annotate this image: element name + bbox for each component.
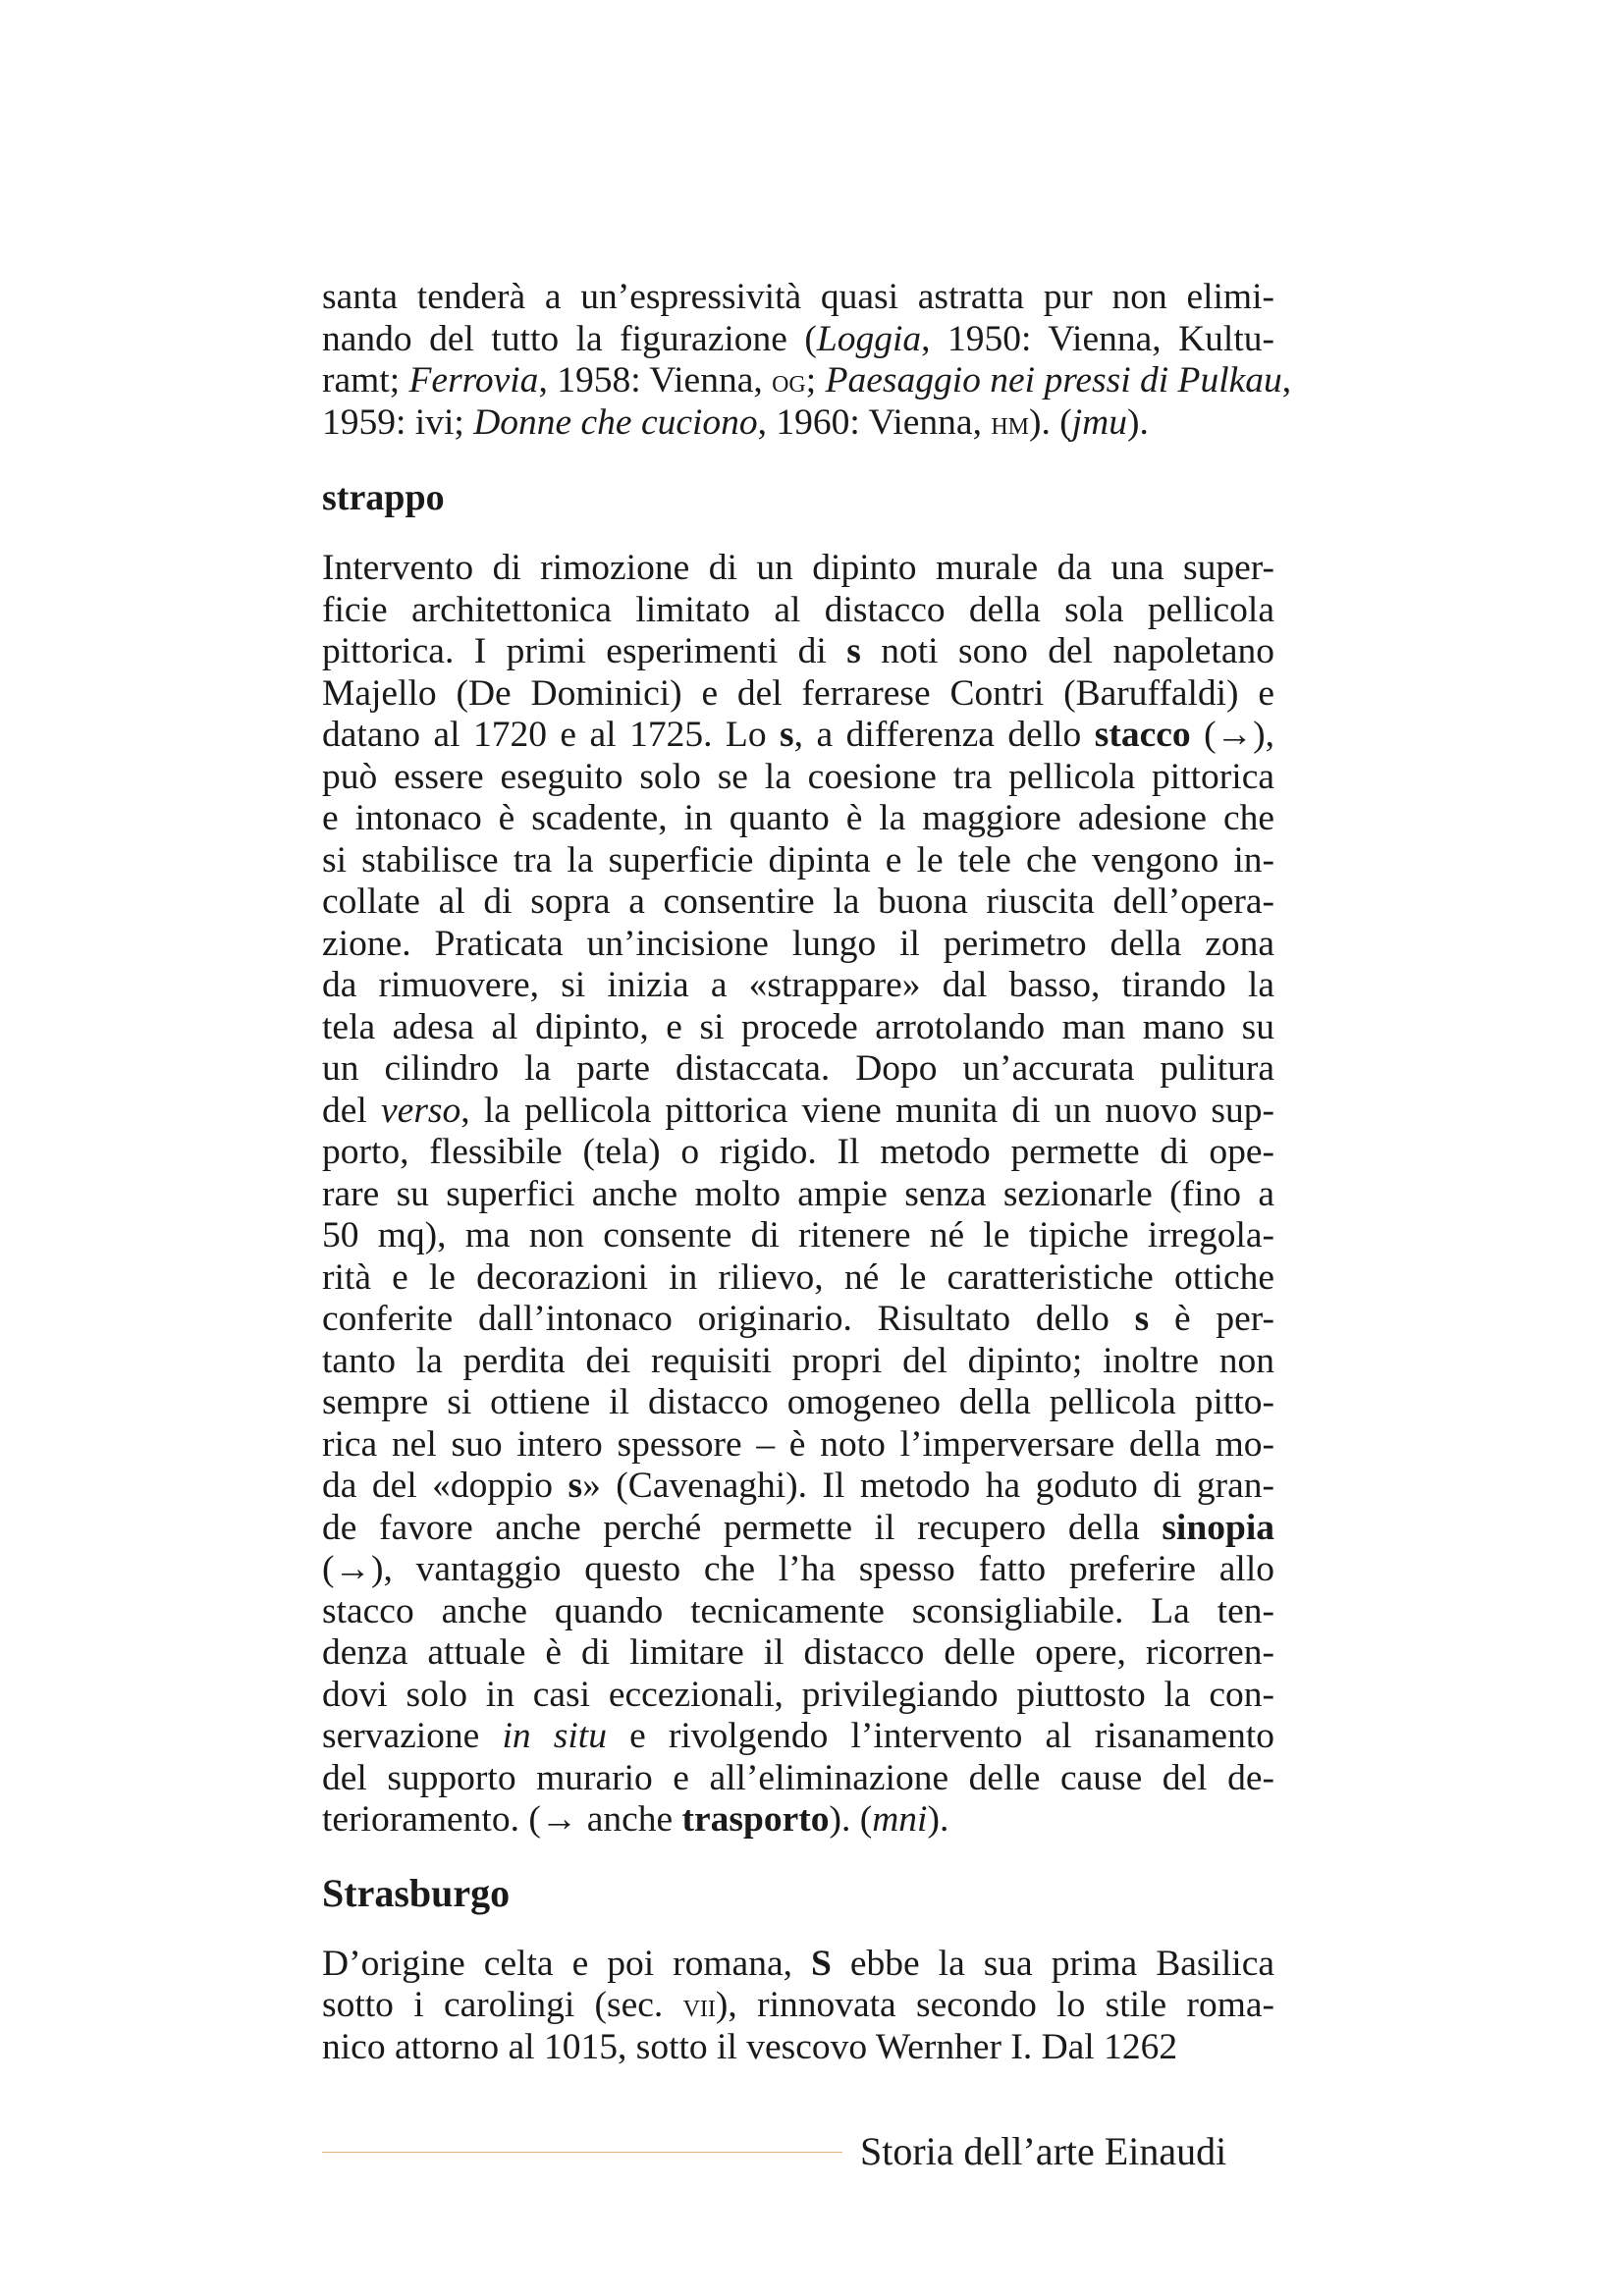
text-run: denza attuale è di limitare il distacco delle opere, ricorren- [322, 1632, 1274, 1673]
text-line [322, 965, 1274, 1007]
italic-text: Paesaggio nei pressi di Pulkau [825, 360, 1282, 400]
text-line [322, 277, 1274, 319]
text-line [322, 715, 1274, 757]
text-line [322, 402, 1274, 445]
text-run: zione. Praticata un’incisione lungo il perimetro della zona [322, 923, 1274, 964]
text-run: da del «doppio [322, 1466, 568, 1506]
small-caps-text: og [772, 362, 806, 400]
text-run: nando del tutto la figurazione ( [322, 318, 817, 359]
text-run: » (Cavenaghi). Il metodo ha goduto di gran- [582, 1466, 1274, 1506]
cross-reference-term: s [1134, 1299, 1150, 1339]
text-run: , [1281, 360, 1292, 400]
text-line [322, 840, 1274, 882]
text-run: D’origine celta e poi romana, [322, 1943, 811, 1984]
entry-body-strappo [322, 548, 1274, 1842]
text-line [322, 1799, 1274, 1842]
text-run: , la pellicola pittorica viene munita di un nuovo sup- [460, 1090, 1274, 1131]
footer-publication-title: Storia dell’arte Einaudi [860, 2129, 1227, 2173]
text-run: noti sono del napoletano [860, 631, 1274, 671]
intro-paragraph [322, 277, 1292, 444]
text-line [322, 319, 1274, 361]
text-run: e intonaco è scadente, in quanto è la maggiore adesione che [322, 798, 1274, 838]
text-run: sempre si ottiene il distacco omogeneo della pellicola pitto- [322, 1382, 1274, 1422]
text-line [322, 1382, 1274, 1424]
text-line [322, 1257, 1274, 1300]
text-line [322, 1985, 1274, 2027]
text-line [322, 1215, 1274, 1257]
text-run: si stabilisce tra la superficie dipinta e le tele che vengono in- [322, 839, 1274, 881]
small-caps-text: hm [991, 403, 1029, 442]
text-run: , 1960: Vienna, [757, 401, 992, 443]
text-line [322, 2027, 1274, 2069]
text-line [322, 924, 1274, 966]
text-run: ficie architettonica limitato al distacco della sola pellicola [322, 589, 1274, 630]
text-run: ). [927, 1799, 949, 1840]
cross-reference-term: s [780, 715, 794, 755]
text-line [322, 1944, 1274, 1986]
text-run: ). ( [1029, 401, 1072, 443]
text-run: (→), vantaggio questo che l’ha spesso fatto preferire allo [322, 1549, 1274, 1589]
text-line [322, 631, 1274, 673]
small-caps-text: vii [682, 1987, 716, 2024]
text-run: ). [1126, 401, 1149, 443]
cross-reference-term: S [810, 1943, 832, 1984]
text-run: de favore anche perché permette il recupero della [322, 1507, 1163, 1548]
text-line [322, 757, 1274, 799]
text-run: (→), [1190, 715, 1274, 755]
italic-text: Loggia [816, 318, 922, 359]
text-run: può essere eseguito solo se la coesione tra pellicola pittorica [322, 756, 1274, 797]
text-run: ramt; [322, 360, 409, 400]
text-run: santa tenderà a un’espressività quasi astratta pur non elimi- [322, 277, 1274, 317]
text-run: rare su superfici anche molto ampie senza sezionarle (fino a [322, 1173, 1274, 1214]
text-line [322, 1007, 1274, 1049]
text-run: Intervento di rimozione di un dipinto murale da una super- [322, 548, 1274, 588]
text-run: pittorica. I primi esperimenti di [322, 631, 847, 671]
text-run: porto, flessibile (tela) o rigido. Il metodo permette di ope- [322, 1132, 1274, 1172]
entry-heading-strappo: strappo [322, 477, 445, 518]
italic-text: in situ [502, 1716, 607, 1756]
text-run: rità e le decorazioni in rilievo, né le caratteristiche ottiche [322, 1256, 1274, 1298]
text-run: ). ( [829, 1799, 873, 1840]
text-line [322, 590, 1274, 632]
text-line [322, 1675, 1274, 1717]
cross-reference-term: s [846, 631, 861, 671]
text-line [322, 881, 1274, 924]
text-line [322, 1091, 1274, 1133]
text-run: , 1958: Vienna, [538, 360, 773, 400]
text-run: ), rinnovata secondo lo stile roma- [715, 1985, 1274, 2025]
text-run: ; [805, 360, 826, 400]
footer-divider [322, 2152, 842, 2153]
text-run: è per- [1149, 1299, 1275, 1339]
text-run: collate al di sopra a consentire la buona riuscita dell’opera- [322, 881, 1274, 922]
text-run: Majello (De Dominici) e del ferrarese Contri (Baruffaldi) e [322, 672, 1274, 714]
italic-text: jmu [1071, 401, 1127, 443]
text-run: conferite dall’intonaco originario. Risultato dello [322, 1299, 1135, 1339]
text-run: dovi solo in casi eccezionali, privilegiando piuttosto la con- [322, 1674, 1274, 1715]
page-body [322, 277, 1292, 2068]
text-run: sotto i carolingi (sec. [322, 1985, 683, 2025]
text-run: e rivolgendo l’intervento al risanamento [606, 1716, 1274, 1756]
text-run: del supporto murario e all’eliminazione delle cause del de- [322, 1757, 1274, 1798]
text-line [322, 1341, 1274, 1383]
text-run: rica nel suo intero spessore – è noto l’imperversare della mo- [322, 1423, 1274, 1465]
entry-body-strasburgo [322, 1944, 1274, 2069]
text-line [322, 1174, 1274, 1216]
text-line [322, 1632, 1274, 1675]
text-line [322, 1591, 1274, 1633]
text-run: ebbe la sua prima Basilica [831, 1943, 1274, 1984]
italic-text: Ferrovia [408, 360, 539, 400]
text-line [322, 1132, 1274, 1174]
text-line [322, 673, 1274, 716]
cross-reference-term: stacco [1094, 715, 1191, 755]
cross-reference-term: s [568, 1466, 583, 1506]
text-run: , a differenza dello [793, 715, 1095, 755]
italic-text: verso [381, 1090, 461, 1131]
text-line [322, 548, 1274, 590]
italic-text: Donne che cuciono [473, 401, 758, 443]
text-run: stacco anche quando tecnicamente sconsigliabile. La ten- [322, 1590, 1274, 1631]
text-line [322, 1424, 1274, 1467]
text-line [322, 798, 1274, 840]
text-run: un cilindro la parte distaccata. Dopo un’accurata pulitura [322, 1048, 1274, 1089]
text-line [322, 1758, 1274, 1800]
cross-reference-term: sinopia [1162, 1507, 1274, 1548]
italic-text: mni [872, 1799, 928, 1840]
text-line [322, 1508, 1274, 1550]
text-run: servazione [322, 1716, 503, 1756]
text-run: terioramento. (→ anche [322, 1799, 682, 1840]
text-run: tela adesa al dipinto, e si procede arrotolando man mano su [322, 1006, 1274, 1047]
text-run: 50 mq), ma non consente di ritenere né le tipiche irregola- [322, 1215, 1274, 1255]
text-run: da rimuovere, si inizia a «strappare» dal basso, tirando la [322, 965, 1274, 1005]
text-run: 1959: ivi; [322, 401, 474, 443]
text-line [322, 1716, 1274, 1758]
text-line [322, 1299, 1274, 1341]
text-line [322, 1466, 1274, 1508]
text-run: nico attorno al 1015, sotto il vescovo Wernher I. Dal 1262 [322, 2026, 1178, 2067]
text-line [322, 1549, 1274, 1591]
text-run: datano al 1720 e al 1725. Lo [322, 715, 781, 755]
text-line [322, 1048, 1274, 1091]
text-run: del [322, 1090, 382, 1131]
cross-reference-term: trasporto [681, 1799, 830, 1840]
text-run: , 1950: Vienna, Kultu- [921, 318, 1275, 359]
text-line [322, 360, 1292, 402]
entry-heading-strasburgo: Strasburgo [322, 1870, 511, 1915]
text-run: tanto la perdita dei requisiti propri del dipinto; inoltre non [322, 1340, 1274, 1381]
